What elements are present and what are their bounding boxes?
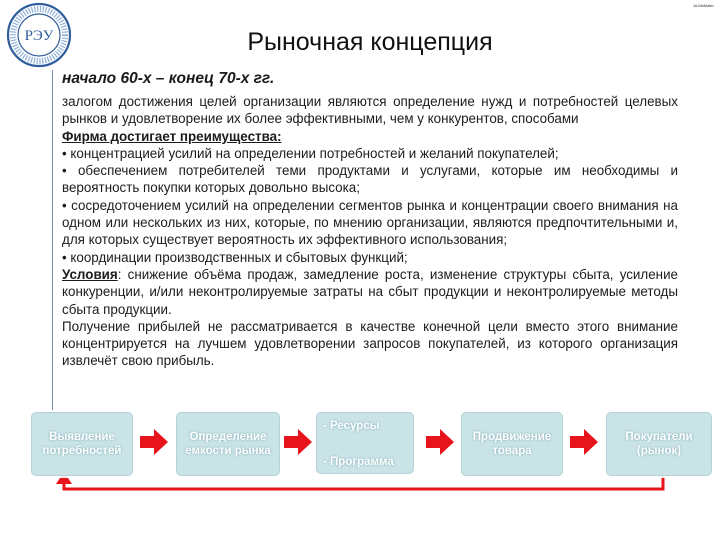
flow-step-capacity [176,412,280,476]
bullet-item: • сосредоточением усилий на определении сегментов рынка и концентрации своего внимания на одном или нескольких из них, которые, по мнению организации, являются предпочтительными и, для которых существует вероятность их эффективного использования; [62,197,678,248]
period-subtitle: начало 60-х – конец 70-х гг. [62,70,275,87]
right-arrow-icon [284,429,312,455]
flow-step-capacity-label: Определение емкости рынка [185,431,271,457]
logo-monogram: РЭУ [24,28,54,44]
flow-step-program-label: - Программа [323,456,394,468]
corner-note: ALMaMater [693,3,714,8]
flow-step-resources [316,412,414,474]
page-title: Рыночная концепция [247,28,493,56]
flow-step-promotion [461,412,563,476]
loop-line [64,472,663,489]
right-arrow-icon [570,429,598,455]
conditions-text: : снижение объёма продаж, замедление роста, изменение структуры сбыта, усиление конкуренции, и/или неконтролируемые затраты на сбыт продукции и неконтролируемые методы сбыта продукции. [62,266,678,317]
conditions-label: Условия [62,266,118,282]
bullet-item: • концентрацией усилий на определении потребностей и желаний покупателей; [62,145,559,161]
conclusion-paragraph: Получение прибылей не рассматривается в качестве конечной цели вместо этого внимание концентрируется на лучшем удовлетворении запросов покупателей, из которого организация извлечёт свою прибыль. [62,318,678,369]
flow-step-promotion-label: Продвижение товара [472,431,552,457]
intro-paragraph: залогом достижения целей организации являются определение нужд и потребностей целевых рынков и удовлетворение их более эффективными, чем у конкурентов, способами [62,94,678,127]
flow-step-needs-label: Выявление потребностей [42,431,122,457]
flow-step-resources-label: - Ресурсы [323,420,380,432]
bullet-item: • обеспечением потребителей теми продуктами и услугами, которые им необходимы и вероятность покупки которых довольно высока; [62,163,678,196]
flow-step-buyers [606,412,712,476]
flow-step-needs [31,412,133,476]
flow-step-buyers-label: Покупатели (рынок) [625,431,693,457]
right-arrow-icon [140,429,168,455]
right-arrow-icon [426,429,454,455]
advantages-heading: Фирма достигает преимущества: [62,128,282,144]
bullet-item: • координации производственных и сбытовых функций; [62,249,408,265]
